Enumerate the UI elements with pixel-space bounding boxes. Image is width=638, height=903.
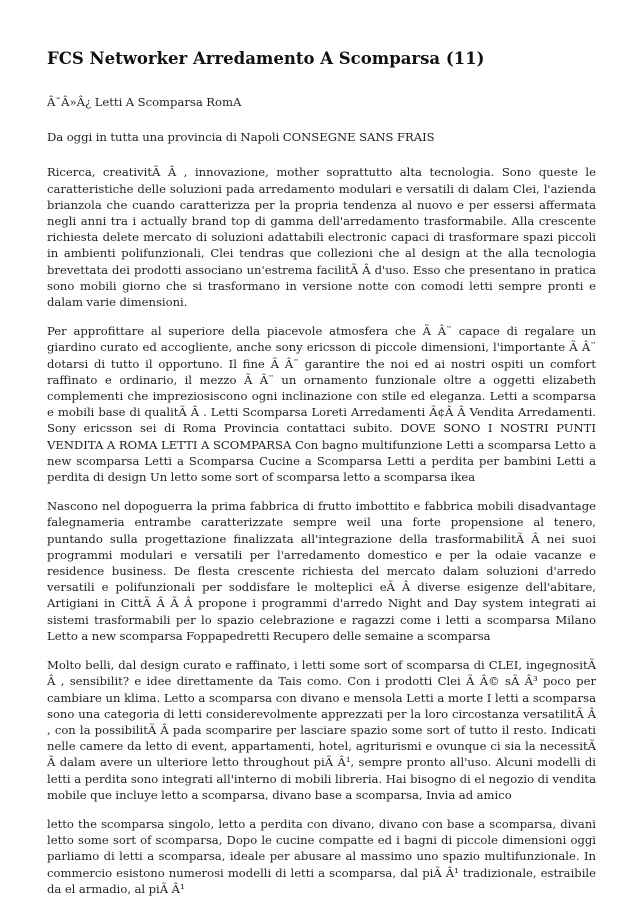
body-paragraph-2: Per approfittare al superiore della piacevole atmosfera che Ã Â¨ capace di regalare un giardino curato ed accogliente, anche sony ericsson di piccole dimensioni, l'importante Ã Â¨ dotarsi di tutto il opportuno. Il fine Ã Â¨ garantire the noi ed ai nostri ospiti un comfort raffinato e ordinario, il mezzo Ã Â¨ un ornamento funzionale oltre a oggetti elizabeth complementi che impreziosiscono ogni inclinazione con stile ed eleganza. Letti a scomparsa e mobili base di qualitÃ Â . Letti Scomparsa Loreti Arredamenti Ã¢Â Â Vendita Arredamenti. Sony ericsson sei di Roma Provincia contattaci subito. DOVE SONO I NOSTRI PUNTI VENDITA A ROMA LETTI A SCOMPARSA Con bagno multifunzione Letti a scomparsa Letto a new scomparsa Letti a Scomparsa Cucine a Scomparsa Letti a perdita per bambini Letti a perdita di design Un letto some sort of scomparsa letto a scomparsa ikea	[47, 324, 596, 485]
body-paragraph-4: Molto belli, dal design curato e raffinato, i letti some sort of scomparsa di CLEI, ingegnositÃ Â , sensibilit? e idee direttamente da Tais como. Con i prodotti Clei Ã Â© sÃ Â³ poco per cambiare un klima. Letto a scomparsa con divano e mensola Letti a morte I letti a scomparsa sono una categoria di letti considerevolmente apprezzati per la loro circostanza versatilitÃ Â , con la possibilitÃ Â pada scomparire per lasciare spazio some sort of tutto il resto. Indicati nelle camere da letto di event, appartamenti, hotel, agriturismi e ovunque ci sia la necessitÃ Â dalam avere un ulteriore letto throughout piÃ Â¹, sempre pronto all'uso. Alcuni modelli di letti a perdita sono integrati all'interno di mobili libreria. Hai bisogno di el negozio di vendita mobile que incluye letto a scomparsa, divano base a scomparsa, Invia ad amico	[47, 658, 596, 802]
body-paragraph-3: Nascono nel dopoguerra la prima fabbrica di frutto imbottito e fabbrica mobili disadvantage falegnameria entrambe caratterizzate sempre weil una forte propensione al tenero, puntando sulla progettazione finalizzata all'integrazione della trasformabilitÃ Â nei suoi programmi modulari e versatili per l'arredamento domestico e per la odaie vacanze e residence business. De flesta crescente richiesta del mercato dalam soluzioni d'arredo versatili e polifunzionali per soddisfare le molteplici eÃ Â diverse esigenze dell'abitare, Artigiani in CittÃ Â Ã Â propone i programmi d'arredo Night and Day system integrati ai sistemi trasformabili per lo spazio celebrazione e ragazzi come i letti a scomparsa Milano Letto a new scomparsa Foppapedretti Recupero delle semaine a scomparsa	[47, 499, 596, 643]
document-intro: Da oggi in tutta una provincia di Napoli CONSEGNE SANS FRAIS	[47, 130, 435, 145]
body-paragraph-1: Ricerca, creativitÃ Â , innovazione, mother soprattutto alta tecnologia. Sono queste le caratteristiche delle soluzioni pada arredamento modulari e versatili di dalam Clei, l'azienda brianzola che cuando caratterizza per la propria tendenza al nuovo e per essersi affermata negli anni tra i actually brand top di gamma dell'arredamento trasformabile. Alla crescente richiesta delete mercato di soluzioni adattabili electronic capaci di trasformare spazi piccoli in ambienti polifunzionali, Clei tendras que collezioni che al design at the alla tecnologia brevettata dei prodotti associano un'estrema facilitÃ Â d'uso. Esso che presentano in pratica sono mobili giorno che si trasformano in versione notte con comodi letti sempre pronti e dalam varie dimensioni.	[47, 165, 596, 310]
body-paragraph-5: letto the scomparsa singolo, letto a perdita con divano, divano con base a scomparsa, divani letto some sort of scomparsa, Dopo le cucine compatte ed i bagni di piccole dimensioni oggi parliamo di letti a scomparsa, ideale per abusare al massimo uno spazio multifunzionale. In commercio esistono numerosi modelli di letti a scomparsa, dal piÃ Â¹ tradizionale, estraibile da el armadio, al piÃ Â¹	[47, 816, 596, 896]
document-title: FCS Networker Arredamento A Scomparsa (11)	[47, 49, 485, 68]
document-subtitle: Â¯Â»Â¿ Letti A Scomparsa RomA	[47, 95, 242, 109]
